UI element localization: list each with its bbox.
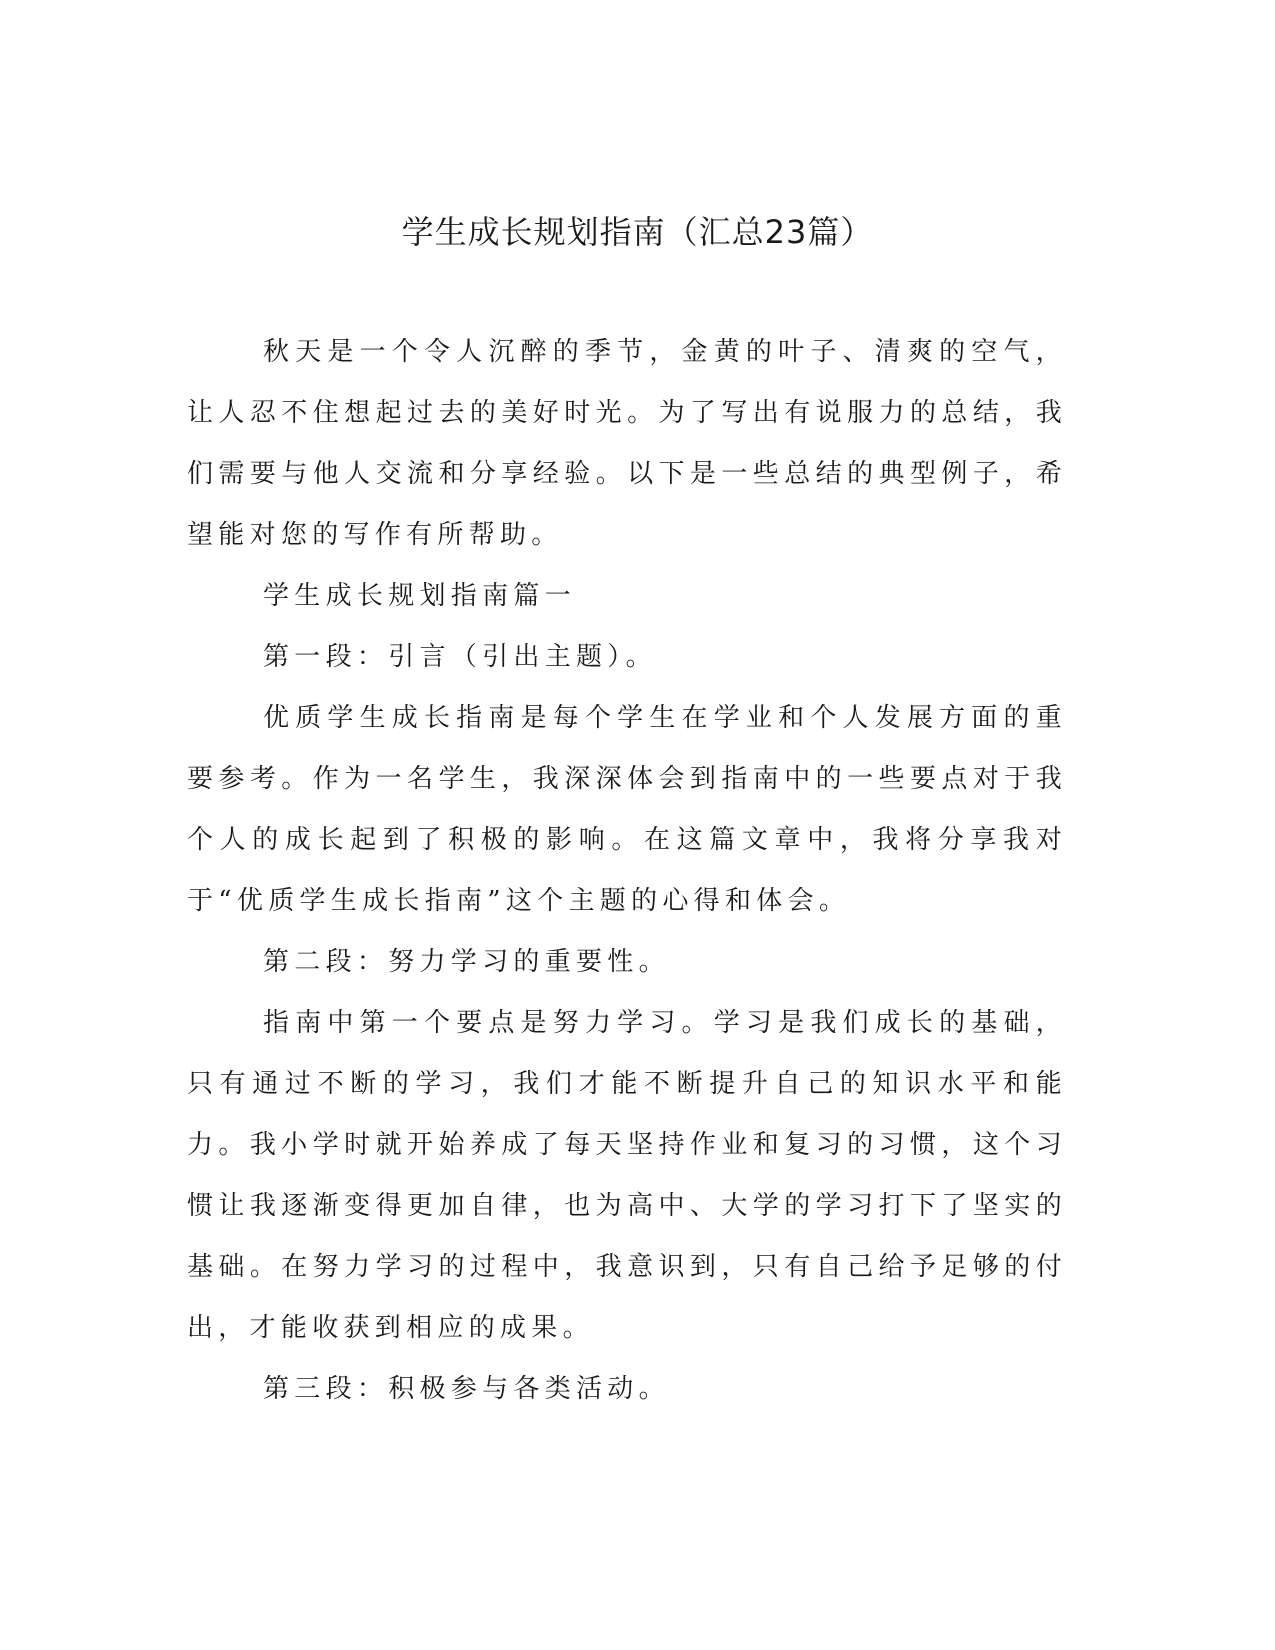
section-heading-second-paragraph: 第二段：努力学习的重要性。 — [263, 947, 670, 977]
section-heading-first-paragraph: 第一段：引言（引出主题）。 — [263, 642, 657, 672]
body-paragraph: 指南中第一个要点是努力学习。学习是我们成长的基础，只有通过不断的学习，我们才能不断提升自己的知识水平和能力。我小学时就开始养成了每天坚持作业和复习的习惯，这个习惯让我逐渐变得更加自律，也为高中、大学的学习打下了坚实的基础。在努力学习的过程中，我意识到，只有自己给予足够的付出，才能收获到相应的成果。 — [187, 1008, 1067, 1343]
section-heading-part-one: 学生成长规划指南篇一 — [263, 581, 577, 611]
section-heading-third-paragraph: 第三段：积极参与各类活动。 — [263, 1374, 670, 1404]
document-title: 学生成长规划指南（汇总23篇） — [401, 213, 874, 251]
body-paragraph: 优质学生成长指南是每个学生在学业和个人发展方面的重要参考。作为一名学生，我深深体会到指南中的一些要点对于我个人的成长起到了积极的影响。在这篇文章中，我将分享我对于“优质学生成长指南”这个主题的心得和体会。 — [187, 703, 1067, 916]
document-body — [187, 322, 1067, 1420]
intro-paragraph: 秋天是一个令人沉醉的季节，金黄的叶子、清爽的空气，让人忍不住想起过去的美好时光。为了写出有说服力的总结，我们需要与他人交流和分享经验。以下是一些总结的典型例子，希望能对您的写作有所帮助。 — [187, 337, 1067, 550]
